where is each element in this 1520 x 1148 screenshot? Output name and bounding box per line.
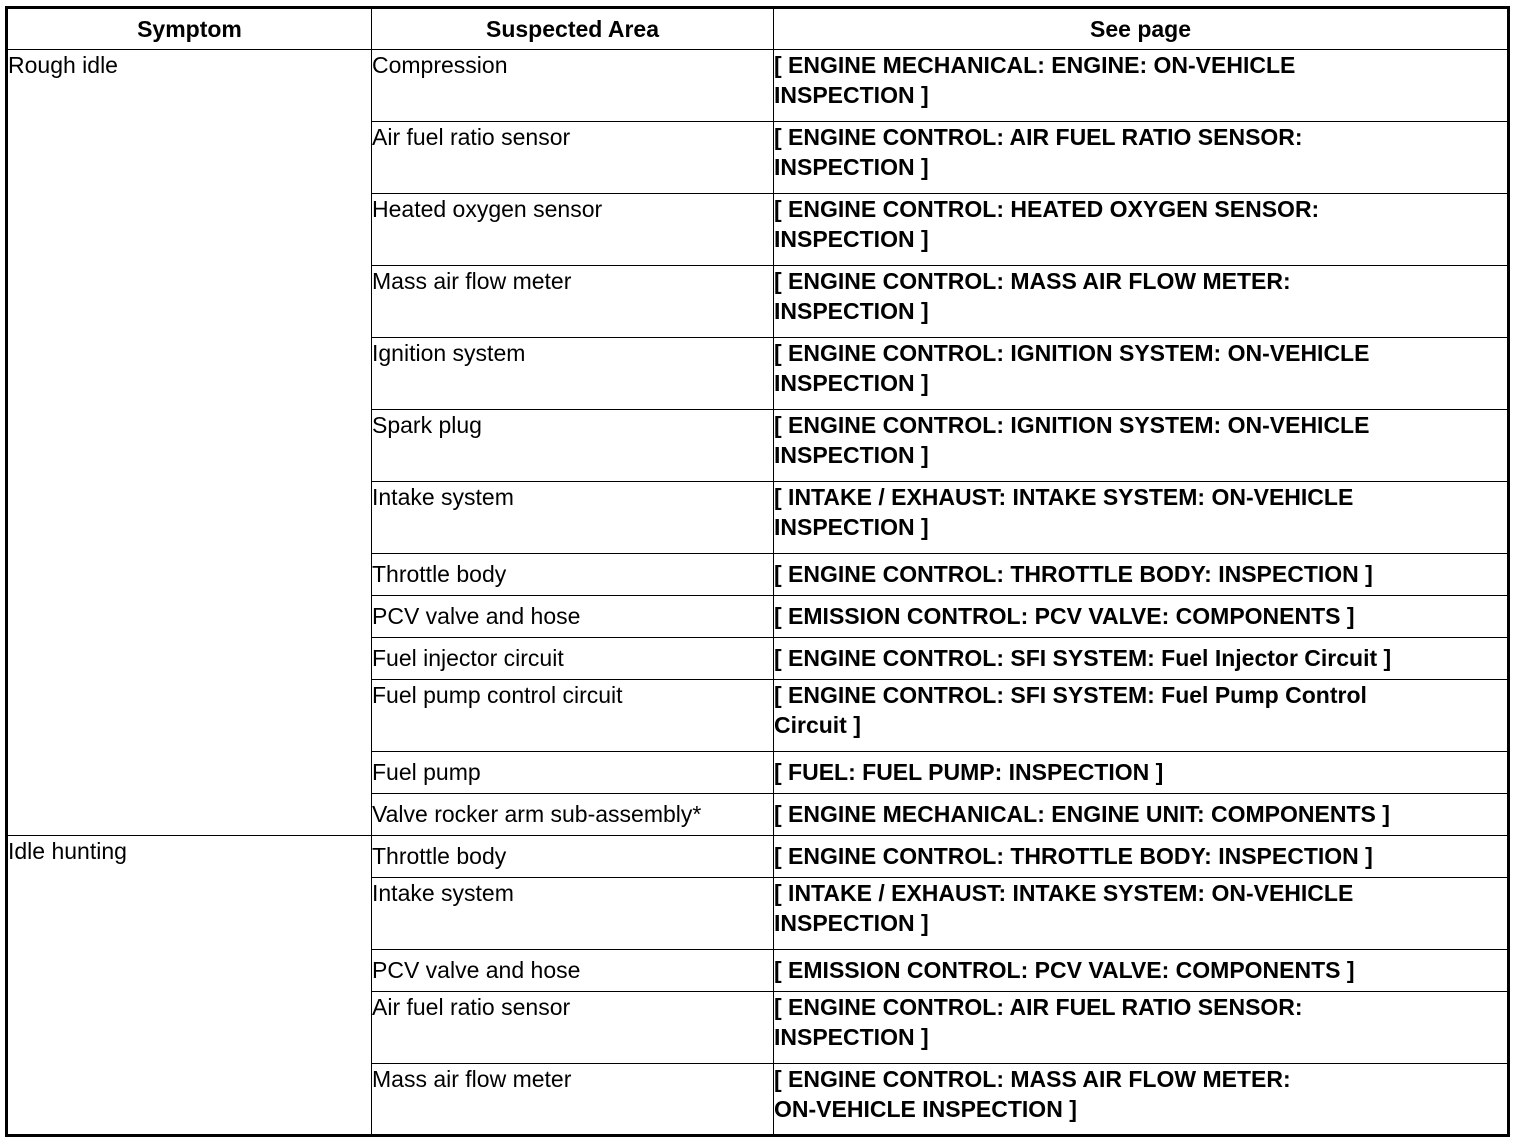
see-page-cell: [ INTAKE / EXHAUST: INTAKE SYSTEM: ON-VEHICLE INSPECTION ] [774, 878, 1509, 950]
suspected-area-cell: Mass air flow meter [372, 1064, 774, 1136]
see-page-cell: [ ENGINE CONTROL: IGNITION SYSTEM: ON-VEHICLE INSPECTION ] [774, 338, 1509, 410]
see-page-cell: [ ENGINE CONTROL: MASS AIR FLOW METER: INSPECTION ] [774, 266, 1509, 338]
suspected-area-cell: Fuel pump control circuit [372, 680, 774, 752]
table-row [7, 836, 1509, 878]
suspected-area-cell: PCV valve and hose [372, 950, 774, 992]
suspected-area-cell: PCV valve and hose [372, 596, 774, 638]
header-suspected-area: Suspected Area [372, 8, 774, 50]
see-page-cell: [ EMISSION CONTROL: PCV VALVE: COMPONENTS ] [774, 950, 1509, 992]
suspected-area-cell: Air fuel ratio sensor [372, 992, 774, 1064]
see-page-cell: [ EMISSION CONTROL: PCV VALVE: COMPONENTS ] [774, 596, 1509, 638]
see-page-cell: [ ENGINE CONTROL: SFI SYSTEM: Fuel Pump Control Circuit ] [774, 680, 1509, 752]
see-page-cell: [ ENGINE MECHANICAL: ENGINE UNIT: COMPONENTS ] [774, 794, 1509, 836]
suspected-area-cell: Throttle body [372, 554, 774, 596]
header-symptom: Symptom [7, 8, 372, 50]
header-see-page: See page [774, 8, 1509, 50]
suspected-area-cell: Spark plug [372, 410, 774, 482]
suspected-area-cell: Fuel pump [372, 752, 774, 794]
see-page-cell: [ ENGINE CONTROL: THROTTLE BODY: INSPECTION ] [774, 836, 1509, 878]
suspected-area-cell: Intake system [372, 878, 774, 950]
suspected-area-cell: Valve rocker arm sub-assembly* [372, 794, 774, 836]
suspected-area-cell: Intake system [372, 482, 774, 554]
symptom-cell: Idle hunting [7, 836, 372, 1136]
suspected-area-cell: Heated oxygen sensor [372, 194, 774, 266]
table-row [7, 50, 1509, 122]
suspected-area-cell: Fuel injector circuit [372, 638, 774, 680]
see-page-cell: [ INTAKE / EXHAUST: INTAKE SYSTEM: ON-VEHICLE INSPECTION ] [774, 482, 1509, 554]
see-page-cell: [ ENGINE CONTROL: IGNITION SYSTEM: ON-VEHICLE INSPECTION ] [774, 410, 1509, 482]
suspected-area-cell: Mass air flow meter [372, 266, 774, 338]
symptom-cell: Rough idle [7, 50, 372, 836]
see-page-cell: [ ENGINE CONTROL: SFI SYSTEM: Fuel Injector Circuit ] [774, 638, 1509, 680]
see-page-cell: [ ENGINE MECHANICAL: ENGINE: ON-VEHICLE INSPECTION ] [774, 50, 1509, 122]
header-row [7, 8, 1509, 50]
symptom-table [5, 6, 1510, 1137]
see-page-cell: [ ENGINE CONTROL: THROTTLE BODY: INSPECTION ] [774, 554, 1509, 596]
see-page-cell: [ ENGINE CONTROL: MASS AIR FLOW METER: ON-VEHICLE INSPECTION ] [774, 1064, 1509, 1136]
see-page-cell: [ ENGINE CONTROL: AIR FUEL RATIO SENSOR: INSPECTION ] [774, 992, 1509, 1064]
see-page-cell: [ ENGINE CONTROL: HEATED OXYGEN SENSOR: INSPECTION ] [774, 194, 1509, 266]
suspected-area-cell: Compression [372, 50, 774, 122]
see-page-cell: [ ENGINE CONTROL: AIR FUEL RATIO SENSOR: INSPECTION ] [774, 122, 1509, 194]
see-page-cell: [ FUEL: FUEL PUMP: INSPECTION ] [774, 752, 1509, 794]
suspected-area-cell: Throttle body [372, 836, 774, 878]
suspected-area-cell: Ignition system [372, 338, 774, 410]
suspected-area-cell: Air fuel ratio sensor [372, 122, 774, 194]
